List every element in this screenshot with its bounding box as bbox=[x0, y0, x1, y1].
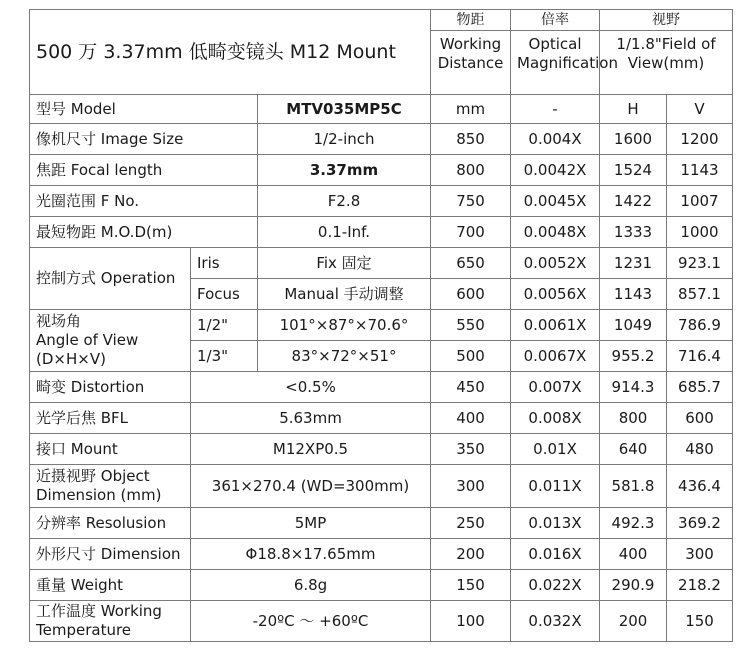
table-row bbox=[30, 372, 733, 403]
temperature-label-1: 工作温度 Working bbox=[36, 602, 162, 620]
fov-h-cell: 914.3 bbox=[600, 372, 667, 403]
magnification-cell: 0.022X bbox=[511, 570, 600, 601]
distance-cell: 650 bbox=[431, 248, 511, 279]
fov-v-cell: 685.7 bbox=[667, 372, 733, 403]
angle-of-view-label bbox=[30, 310, 191, 372]
header-magnification-cn: 倍率 bbox=[511, 10, 600, 31]
distance-cell: 350 bbox=[431, 434, 511, 465]
magnification-cell: 0.016X bbox=[511, 539, 600, 570]
object-dimension-label-2: Dimension (mm) bbox=[36, 486, 162, 504]
operation-label: 控制方式 Operation bbox=[30, 248, 191, 310]
table-row bbox=[30, 434, 733, 465]
distance-cell: 850 bbox=[431, 124, 511, 155]
fov-h-cell: 640 bbox=[600, 434, 667, 465]
fov-h-cell: 1422 bbox=[600, 186, 667, 217]
image-size-value: 1/2-inch bbox=[258, 124, 431, 155]
iris-label: Iris bbox=[191, 248, 258, 279]
table-row bbox=[30, 601, 733, 642]
resolution-value: 5MP bbox=[191, 508, 431, 539]
fov-h-cell: 400 bbox=[600, 539, 667, 570]
aov-third-inch-label: 1/3" bbox=[191, 341, 258, 372]
distance-cell: 750 bbox=[431, 186, 511, 217]
distance-cell: 150 bbox=[431, 570, 511, 601]
bfl-label: 光学后焦 BFL bbox=[30, 403, 191, 434]
object-dimension-label-1: 近摄视野 Object bbox=[36, 467, 150, 485]
fov-h-cell: 1333 bbox=[600, 217, 667, 248]
fov-v-cell: 480 bbox=[667, 434, 733, 465]
table-row bbox=[30, 248, 733, 279]
header-fov-cn: 视野 bbox=[600, 10, 733, 31]
column-h-header: H bbox=[600, 95, 667, 124]
resolution-label: 分辨率 Resolusion bbox=[30, 508, 191, 539]
distance-cell: 200 bbox=[431, 539, 511, 570]
focal-length-label: 焦距 Focal length bbox=[30, 155, 258, 186]
temperature-label bbox=[30, 601, 191, 642]
lens-spec-table bbox=[29, 9, 733, 642]
page-title: 500 万 3.37mm 低畸变镜头 M12 Mount bbox=[30, 10, 431, 95]
mount-value: M12XP0.5 bbox=[191, 434, 431, 465]
magnification-cell: 0.0052X bbox=[511, 248, 600, 279]
distance-cell: 100 bbox=[431, 601, 511, 642]
fov-h-cell: 492.3 bbox=[600, 508, 667, 539]
object-dimension-value: 361×270.4 (WD=300mm) bbox=[191, 465, 431, 508]
fov-v-cell: 436.4 bbox=[667, 465, 733, 508]
iris-value: Fix 固定 bbox=[258, 248, 431, 279]
distance-cell: 450 bbox=[431, 372, 511, 403]
fov-h-cell: 1231 bbox=[600, 248, 667, 279]
fov-v-cell: 716.4 bbox=[667, 341, 733, 372]
distance-cell: 550 bbox=[431, 310, 511, 341]
header-fov-en: 1/1.8"Field of View(mm) bbox=[600, 31, 733, 95]
model-value: MTV035MP5C bbox=[258, 95, 431, 124]
weight-label: 重量 Weight bbox=[30, 570, 191, 601]
table-row bbox=[30, 155, 733, 186]
fov-v-cell: 923.1 bbox=[667, 248, 733, 279]
header-distance-cn: 物距 bbox=[431, 10, 511, 31]
magnification-cell: 0.011X bbox=[511, 465, 600, 508]
model-label: 型号 Model bbox=[30, 95, 258, 124]
mod-label: 最短物距 M.O.D(m) bbox=[30, 217, 258, 248]
distance-cell: 400 bbox=[431, 403, 511, 434]
fov-v-cell: 1007 bbox=[667, 186, 733, 217]
distance-cell: 300 bbox=[431, 465, 511, 508]
header-row-cn bbox=[30, 10, 733, 31]
f-number-value: F2.8 bbox=[258, 186, 431, 217]
fov-h-cell: 200 bbox=[600, 601, 667, 642]
temperature-value: -20ºC ～ +60ºC bbox=[191, 601, 431, 642]
fov-v-cell: 600 bbox=[667, 403, 733, 434]
aov-label-en: Angle of View bbox=[36, 331, 139, 349]
table-row bbox=[30, 539, 733, 570]
unit-magnification: - bbox=[511, 95, 600, 124]
table-row bbox=[30, 124, 733, 155]
table-row bbox=[30, 310, 733, 341]
magnification-cell: 0.013X bbox=[511, 508, 600, 539]
column-v-header: V bbox=[667, 95, 733, 124]
magnification-cell: 0.0061X bbox=[511, 310, 600, 341]
table-row bbox=[30, 186, 733, 217]
fov-v-cell: 150 bbox=[667, 601, 733, 642]
fov-v-cell: 218.2 bbox=[667, 570, 733, 601]
aov-half-inch-label: 1/2" bbox=[191, 310, 258, 341]
distortion-label: 畸变 Distortion bbox=[30, 372, 191, 403]
magnification-cell: 0.0048X bbox=[511, 217, 600, 248]
distance-cell: 500 bbox=[431, 341, 511, 372]
focus-label: Focus bbox=[191, 279, 258, 310]
row-model bbox=[30, 95, 733, 124]
table-row bbox=[30, 217, 733, 248]
table-row bbox=[30, 570, 733, 601]
fov-v-cell: 1143 bbox=[667, 155, 733, 186]
fov-h-cell: 955.2 bbox=[600, 341, 667, 372]
header-distance-en: Working Distance bbox=[431, 31, 511, 95]
aov-third-inch-value: 83°×72°×51° bbox=[258, 341, 431, 372]
fov-h-cell: 1143 bbox=[600, 279, 667, 310]
magnification-cell: 0.0056X bbox=[511, 279, 600, 310]
aov-label-cn: 视场角 bbox=[36, 312, 82, 330]
table-row bbox=[30, 465, 733, 508]
fov-v-cell: 369.2 bbox=[667, 508, 733, 539]
magnification-cell: 0.01X bbox=[511, 434, 600, 465]
fov-h-cell: 1049 bbox=[600, 310, 667, 341]
distance-cell: 800 bbox=[431, 155, 511, 186]
fov-v-cell: 857.1 bbox=[667, 279, 733, 310]
magnification-cell: 0.007X bbox=[511, 372, 600, 403]
image-size-label: 像机尺寸 Image Size bbox=[30, 124, 258, 155]
magnification-cell: 0.004X bbox=[511, 124, 600, 155]
magnification-cell: 0.0045X bbox=[511, 186, 600, 217]
magnification-cell: 0.008X bbox=[511, 403, 600, 434]
focal-length-value: 3.37mm bbox=[258, 155, 431, 186]
table-row bbox=[30, 403, 733, 434]
distance-cell: 600 bbox=[431, 279, 511, 310]
fov-v-cell: 1200 bbox=[667, 124, 733, 155]
fov-h-cell: 581.8 bbox=[600, 465, 667, 508]
mod-value: 0.1-Inf. bbox=[258, 217, 431, 248]
fov-v-cell: 300 bbox=[667, 539, 733, 570]
dimension-value: Φ18.8×17.65mm bbox=[191, 539, 431, 570]
mount-label: 接口 Mount bbox=[30, 434, 191, 465]
dimension-label: 外形尺寸 Dimension bbox=[30, 539, 191, 570]
distortion-value: <0.5% bbox=[191, 372, 431, 403]
weight-value: 6.8g bbox=[191, 570, 431, 601]
focus-value: Manual 手动调整 bbox=[258, 279, 431, 310]
distance-cell: 250 bbox=[431, 508, 511, 539]
fov-h-cell: 290.9 bbox=[600, 570, 667, 601]
magnification-cell: 0.032X bbox=[511, 601, 600, 642]
table-row bbox=[30, 508, 733, 539]
header-magnification-en: Optical Magnification bbox=[511, 31, 600, 95]
aov-half-inch-value: 101°×87°×70.6° bbox=[258, 310, 431, 341]
fov-h-cell: 1600 bbox=[600, 124, 667, 155]
fov-v-cell: 1000 bbox=[667, 217, 733, 248]
temperature-label-2: Temperature bbox=[36, 621, 132, 639]
fov-v-cell: 786.9 bbox=[667, 310, 733, 341]
object-dimension-label bbox=[30, 465, 191, 508]
distance-cell: 700 bbox=[431, 217, 511, 248]
bfl-value: 5.63mm bbox=[191, 403, 431, 434]
unit-distance: mm bbox=[431, 95, 511, 124]
magnification-cell: 0.0067X bbox=[511, 341, 600, 372]
magnification-cell: 0.0042X bbox=[511, 155, 600, 186]
fov-h-cell: 1524 bbox=[600, 155, 667, 186]
aov-label-sub: (D×H×V) bbox=[36, 350, 106, 368]
f-number-label: 光圈范围 F No. bbox=[30, 186, 258, 217]
fov-h-cell: 800 bbox=[600, 403, 667, 434]
